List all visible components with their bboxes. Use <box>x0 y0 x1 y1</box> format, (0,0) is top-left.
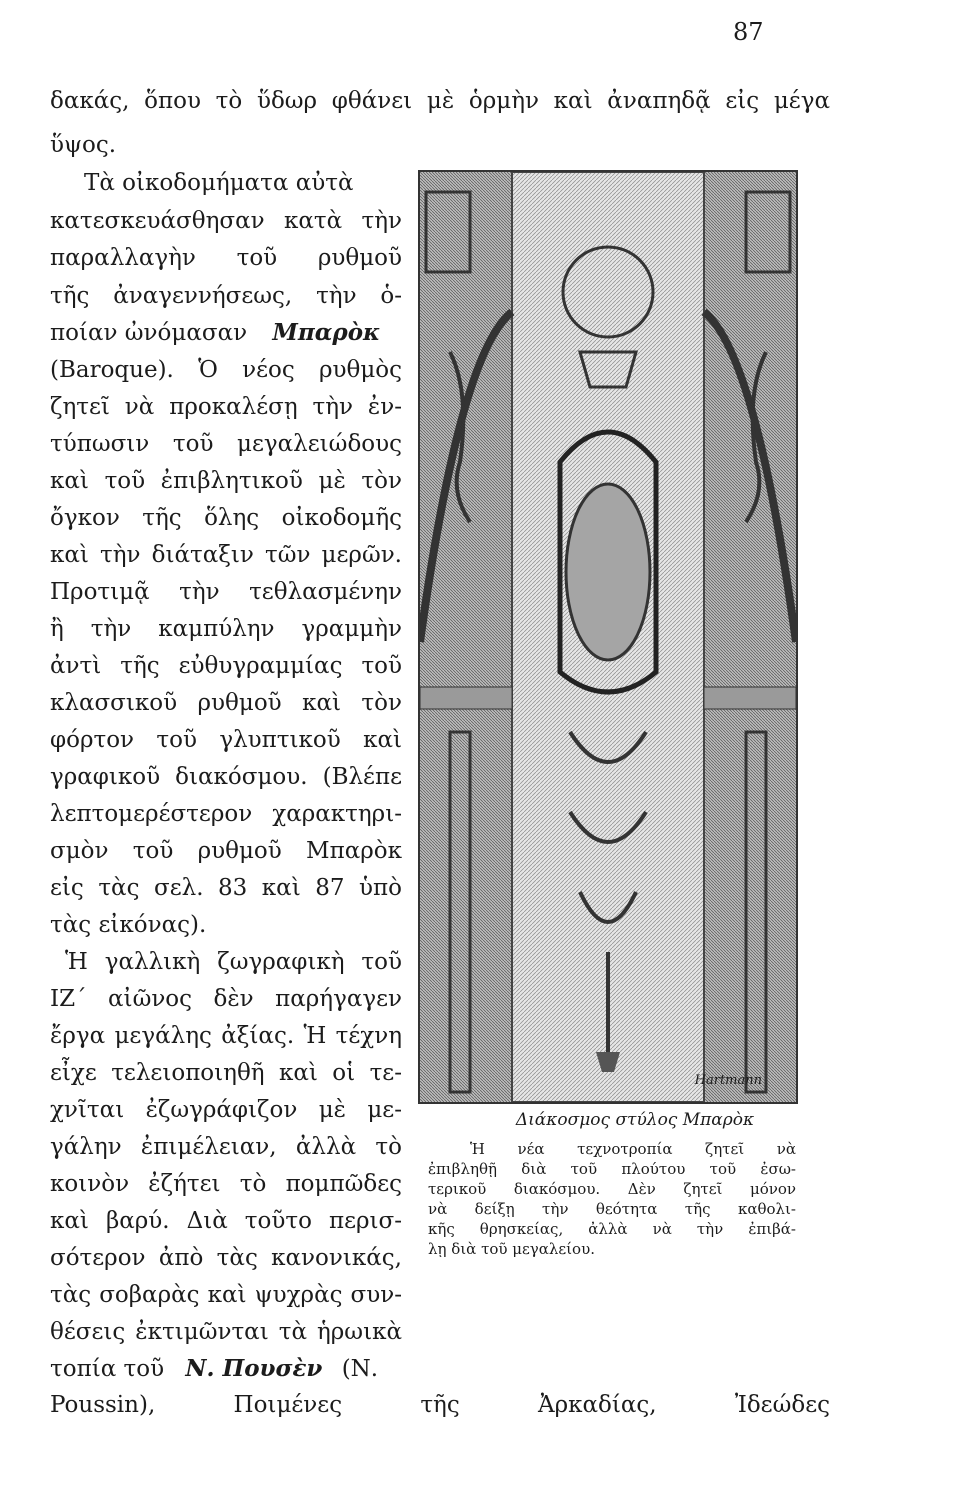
text-line-part: (Ν. <box>341 1356 379 1382</box>
caption-line: τερικοῦ διακόσμου. Δὲν ζητεῖ μόνον <box>428 1180 796 1198</box>
text-line: θέσεις ἐκτιμῶνται τὰ ἡρωικὰ <box>50 1319 402 1345</box>
text-line <box>50 1354 378 1384</box>
text-line: γάλην ἐπιμέλειαν, ἀλλὰ τὸ <box>50 1134 402 1160</box>
text-line-part: τοπία τοῦ <box>50 1356 165 1382</box>
text-line: Poussin), Ποιμένες τῆς Ἀρκαδίας, Ἰδεώδες <box>50 1392 830 1418</box>
text-line-part: ποίαν ὠνόμασαν <box>50 320 248 346</box>
text-line: εἰς τὰς σελ. 83 καὶ 87 ὑπὸ <box>50 875 402 901</box>
text-line: καὶ βαρύ. Διὰ τοῦτο περισ- <box>50 1208 402 1234</box>
text-line: καὶ τὴν διάταξιν τῶν μερῶν. <box>50 542 402 568</box>
text-line: φόρτον τοῦ γλυπτικοῦ καὶ <box>50 727 402 753</box>
text-line: ἢ τὴν καμπύλην γραμμὴν <box>50 616 402 642</box>
caption-line: νὰ δείξῃ τὴν θεότητα τῆς καθολι- <box>428 1200 796 1218</box>
text-line <box>50 318 380 348</box>
text-line: χνῖται ἐζωγράφιζον μὲ με- <box>50 1097 402 1123</box>
text-line: ζητεῖ νὰ προκαλέσῃ τὴν ἐν- <box>50 394 402 420</box>
text-line: κατεσκευάσθησαν κατὰ τὴν <box>50 208 402 234</box>
text-line: σότερον ἀπὸ τὰς κανονικάς, <box>50 1245 402 1271</box>
text-line: ἔργα μεγάλης ἀξίας. Ἡ τέχνη <box>50 1023 402 1049</box>
text-line: ΙΖ΄ αἰῶνος δὲν παρήγαγεν <box>50 986 402 1012</box>
poussin-name: Ν. Πουσὲν <box>185 1355 323 1382</box>
baroque-term: Μπαρὸκ <box>272 319 381 346</box>
caption-line: ἐπιβληθῇ διὰ τοῦ πλούτου τοῦ ἐσω- <box>428 1160 796 1178</box>
caption-line: κῆς θρησκείας, ἀλλὰ νὰ τὴν ἐπιβά- <box>428 1220 796 1238</box>
figure-caption: Διάκοσμος στύλος Μπαρὸκ <box>515 1110 755 1130</box>
text-line: ἀντὶ τῆς εὐθυγραμμίας τοῦ <box>50 653 402 679</box>
text-line: κοινὸν ἐζήτει τὸ πομπῶδες <box>50 1171 402 1197</box>
text-line: τὰς εἰκόνας). <box>50 912 207 938</box>
text-line: τῆς ἀναγεννήσεως, τὴν ὁ- <box>50 283 402 309</box>
caption-line: λῃ διὰ τοῦ μεγαλείου. <box>428 1240 595 1258</box>
engraving-drawing <box>420 172 796 1102</box>
page-number: 87 <box>733 18 764 46</box>
text-line: δακάς, ὅπου τὸ ὕδωρ φθάνει μὲ ὁρμὴν καὶ ἀναπηδᾷ εἰς μέγα <box>50 88 830 114</box>
engraver-signature: Hartmann <box>694 1073 762 1088</box>
caption-line: Ἡ νέα τεχνοτροπία ζητεῖ νὰ <box>470 1140 796 1158</box>
text-line: Ἡ γαλλικὴ ζωγραφικὴ τοῦ <box>65 949 402 975</box>
text-line: Προτιμᾷ τὴν τεθλασμένην <box>50 579 402 605</box>
text-line: τὰς σοβαρὰς καὶ ψυχρὰς συν- <box>50 1282 402 1308</box>
text-line: κλασσικοῦ ρυθμοῦ καὶ τὸν <box>50 690 402 716</box>
text-line: Τὰ οἰκοδομήματα αὐτὰ <box>84 170 354 196</box>
text-line: καὶ τοῦ ἐπιβλητικοῦ μὲ τὸν <box>50 468 402 494</box>
text-line: εἶχε τελειοποιηθῆ καὶ οἱ τε- <box>50 1060 402 1086</box>
text-line: σμὸν τοῦ ρυθμοῦ Μπαρὸκ <box>50 838 402 864</box>
text-line: γραφικοῦ διακόσμου. (Βλέπε <box>50 764 402 790</box>
baroque-column-illustration <box>418 170 798 1104</box>
text-line: παραλλαγὴν τοῦ ρυθμοῦ <box>50 245 402 271</box>
text-line: (Baroque). Ὁ νέος ρυθμὸς <box>50 357 402 383</box>
text-line: ὕψος. <box>50 132 117 158</box>
text-line: τύπωσιν τοῦ μεγαλειώδους <box>50 431 402 457</box>
text-line: ὄγκον τῆς ὅλης οἰκοδομῆς <box>50 505 402 531</box>
text-line: λεπτομερέστερον χαρακτηρι- <box>50 801 402 827</box>
